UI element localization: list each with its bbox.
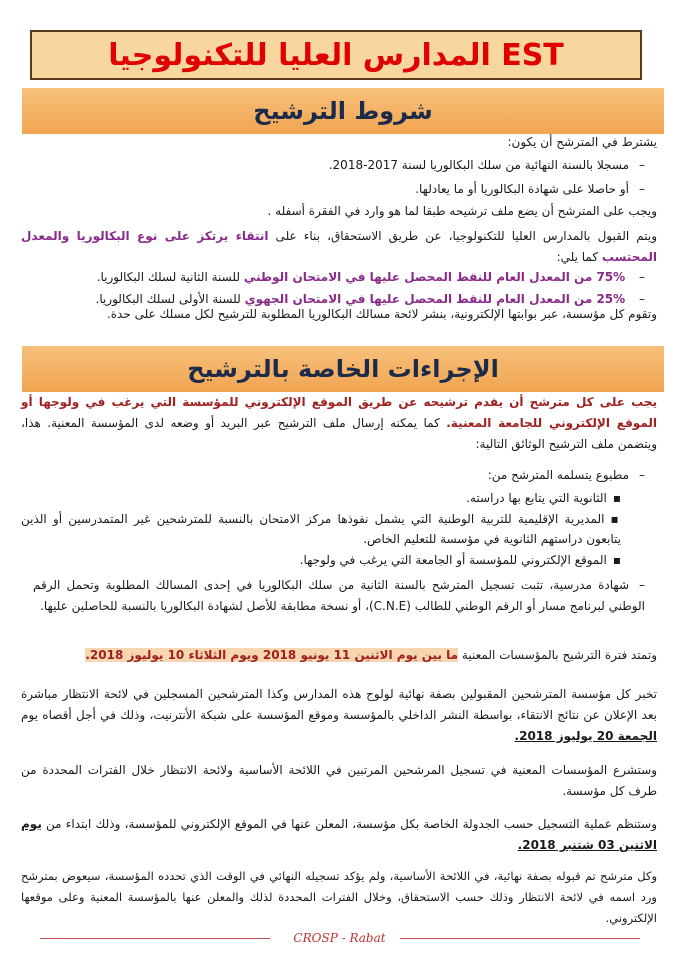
notify-date: الجمعة 20 يوليوز 2018. (514, 729, 657, 743)
replace-paragraph: وكل مترشح تم قبوله بصفة نهائية، في اللائحة الأساسية، ولم يؤكد تسجيله النهائي في الوقت الذي تحدده المؤسسة، سيعوض بمترشح ورد اسمه في لائحة الانتظار وذلك حسب الاستحقاق، وخلال الفترات المحددة لذلك والمعلن عنها بالمؤسسة المعنية وعلى موقعها الإلكتروني. (21, 869, 657, 925)
title-banner (30, 30, 642, 80)
weight-pct: 75% (596, 270, 626, 284)
form-intro: – مطبوع يتسلمه المترشح من: (488, 466, 645, 484)
merit-highlight: انتقاء يرتكز على نوع البكالوريا والمعدل المحتسب (21, 229, 657, 264)
conditions-intro: يشترط في المترشح أن يكون: (507, 135, 657, 149)
notify-text: تخبر كل مؤسسة المترشحين المقبولين بصفة نهائية لولوج هذه المدارس وكذا المترشحين المسجلين في لائحة الانتظار مباشرة بعد الإعلان عن نتائج الانتقاء، بواسطة النشر الداخلي بالمؤسسة وموقع المؤسسة على شبكة الأنترنيت، وذلك في أجل أقصاه يوم (21, 687, 657, 722)
conditions-note: ويجب على المترشح أن يضع ملف ترشيحه طبقا لما هو وارد في الفقرة أسفله . (267, 204, 657, 218)
period-dates: ما بين يوم الاثنين 11 يونيو 2018 ويوم الثلاثاء 10 يوليوز 2018. (85, 648, 459, 662)
weight-pct: 25% (596, 292, 626, 306)
notify-paragraph (21, 684, 657, 747)
section-procedures-header (22, 346, 664, 392)
period-paragraph (21, 645, 657, 666)
merit-text: ويتم القبول بالمدارس العليا للتكنولوجيا، عن طريق الاستحقاق، بناء على (268, 229, 657, 243)
merit-paragraph (21, 226, 657, 268)
must-bold: يجب على كل مترشح أن يقدم ترشيحه عن طريق الموقع الإلكتروني للمؤسسة التي يرغب في ولوجها أو الموقع الإلكتروني للجامعة المعنية. (21, 395, 657, 430)
weight-rest: للسنة الثانية لسلك البكالوريا. (96, 270, 244, 284)
schedule-date: يوم الاثنين 03 شتنبر 2018. (21, 817, 657, 852)
weight-item (97, 268, 645, 286)
section-procedures-title: الإجراءات الخاصة بالترشيح (187, 355, 499, 383)
section-conditions-header (22, 88, 664, 134)
must-rest: كما يمكنه إرسال ملف الترشيح عبر البريد أو وضعه لدى المؤسسة المعنية. هذا، ويتضمن ملف الترشيح الوثائق التالية: (21, 416, 657, 451)
must-paragraph (21, 392, 657, 455)
footer-credit: CROSP - Rabat (293, 931, 386, 945)
weight-rest: للسنة الأولى لسلك البكالوريا. (95, 292, 245, 306)
merit-end: كما يلي: (556, 250, 602, 264)
weight-text: من المعدل العام للنقط المحصل عليها في الامتحان الوطني (243, 270, 597, 284)
source-item: ▪ الموقع الإلكتروني للمؤسسة أو الجامعة التي يرغب في ولوجها. (300, 551, 621, 569)
weight-text: من المعدل العام للنقط المحصل عليها في الامتحان الجهوي (244, 292, 597, 306)
closing-paragraph: وتقوم كل مؤسسة، عبر بوابتها الإلكترونية، بنشر لائحة مسالك البكالوريا المطلوبة للترشيح لكل مسلك على حدة. (106, 307, 657, 321)
register-paragraph: وستشرع المؤسسات المعنية في تسجيل المرشحين المرتبين في اللائحة الأساسية ولائحة الانتظار خلال الفترات المحددة من طرف كل مؤسسة. (21, 763, 657, 798)
condition-item: – مسجلا بالسنة النهائية من سلك البكالوريا لسنة 2017-2018. (329, 156, 645, 174)
period-text: وتمتد فترة الترشيح بالمؤسسات المعنية (458, 648, 657, 662)
certificate-item: – شهادة مدرسية، تثبت تسجيل المترشح بالسنة الثانية من سلك البكالوريا في إحدى المسالك المطلوبة وتحمل الرقم الوطني لبرنامج مسار أو الرقم الوطني للطالب (C.N.E)، أو نسخة مطابقة للأصل لشهادة البكالوريا بالنسبة للحاصلين عليها. (33, 575, 645, 617)
section-conditions-title: شروط الترشيح (253, 97, 433, 125)
condition-item: – أو حاصلا على شهادة البكالوريا أو ما يعادلها. (415, 180, 645, 198)
source-item: ▪ المديرية الإقليمية للتربية الوطنية التي يشمل نفوذها مركز الامتحان بالنسبة للمترشحين غير المتمدرسين أو الذين يتابعون دراستهم الثانوية في مؤسسة للتعليم الخاص. (21, 509, 621, 549)
schedule-paragraph (21, 814, 657, 856)
source-item: ▪ الثانوية التي يتابع بها دراسته. (466, 489, 621, 507)
schedule-text: وستنظم عملية التسجيل حسب الجدولة الخاصة بكل مؤسسة، المعلن عنها في الموقع الإلكتروني للمؤسسة، وذلك ابتداء من (41, 817, 657, 831)
page-title: المدارس العليا للتكنولوجيا EST (108, 37, 564, 73)
